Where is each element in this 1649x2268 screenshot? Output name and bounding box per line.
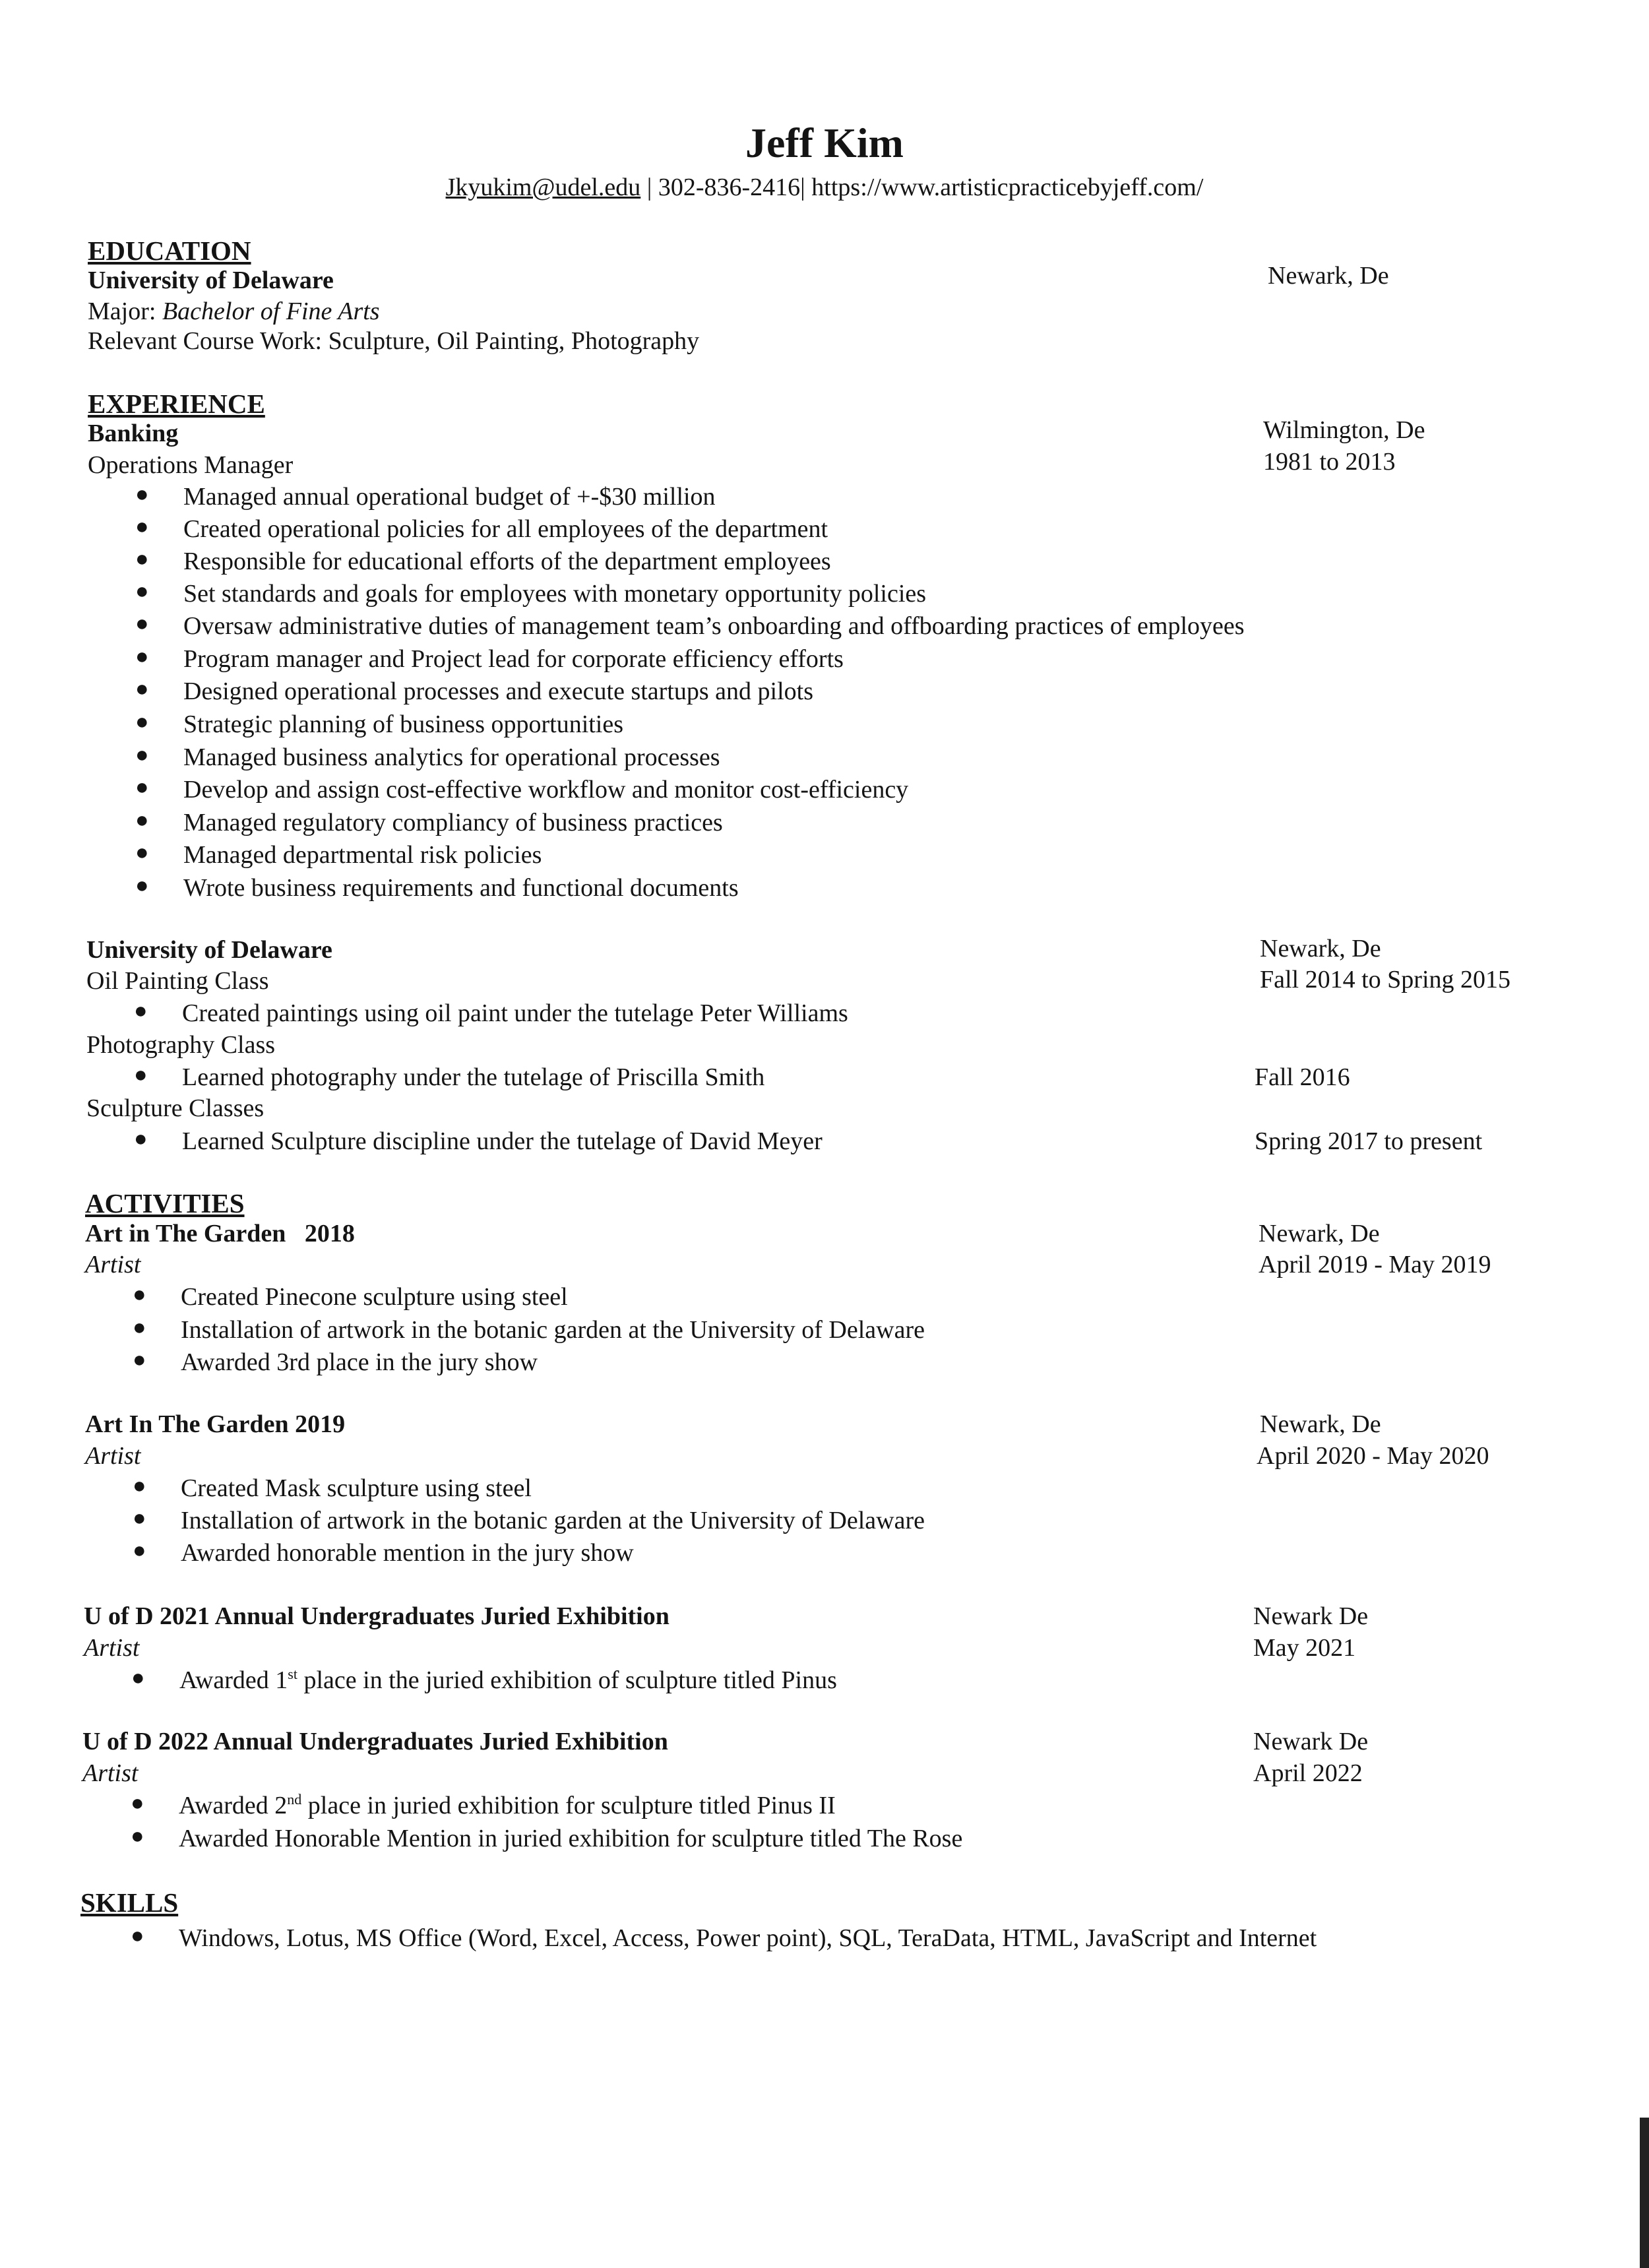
sculpt-dates: Spring 2017 to present [1255,1127,1483,1155]
list-item: ● Awarded honorable mention in the jury show [133,1538,634,1567]
banking-title: Operations Manager [88,451,294,479]
list-item: ● Awarded 3rd place in the jury show [133,1348,538,1376]
list-item: ● Develop and assign cost-effective workflow and monitor cost-efficiency [135,775,909,803]
activity-dates: April 2019 - May 2019 [1259,1251,1491,1278]
education-school: University of Delaware [88,267,334,294]
contact-phone-website: | 302-836-2416| https://www.artisticpracticebyjeff.com/ [640,173,1204,201]
list-item: ● Windows, Lotus, MS Office (Word, Excel, Access, Power point), SQL, TeraData, HTML, JavaScript and Internet [131,1924,1317,1952]
sculpt-title: Sculpture Classes [86,1094,264,1122]
udel-org: University of Delaware [86,936,332,964]
list-item: ● Installation of artwork in the botanic garden at the University of Delaware [133,1506,925,1534]
list-item: ● Installation of artwork in the botanic garden at the University of Delaware [133,1315,925,1344]
list-item: ● Awarded 2nd place in juried exhibition for sculpture titled Pinus II [131,1791,836,1819]
activity-title: U of D 2021 Annual Undergraduates Juried Exhibition [84,1602,669,1630]
activity-dates: April 2022 [1253,1759,1363,1787]
activity-title: Art in The Garden 2018 [85,1220,355,1247]
list-item: ● Learned photography under the tutelage of Priscilla Smith [134,1063,765,1091]
list-item: ● Learned Sculpture discipline under the tutelage of David Meyer [134,1127,823,1155]
contact-line [0,173,1649,202]
activity-title: Art In The Garden 2019 [85,1410,346,1438]
scan-edge-mark [1640,2118,1649,2268]
list-item: ● Created Pinecone sculpture using steel [133,1282,568,1311]
list-item: ● Created Mask sculpture using steel [133,1474,532,1502]
list-item: ● Awarded 1st place in the juried exhibition of sculpture titled Pinus [131,1666,837,1694]
list-item: ● Managed regulatory compliancy of business practices [135,808,723,836]
list-item: ● Managed departmental risk policies [135,840,542,869]
list-item: ● Oversaw administrative duties of management team’s onboarding and offboarding practices of employees [135,612,1245,640]
list-item: ● Managed annual operational budget of +-$30 million [135,482,716,511]
photo-dates: Fall 2016 [1255,1063,1350,1091]
skills-heading: SKILLS [80,1887,179,1918]
activity-location: Newark, De [1260,1410,1381,1438]
education-location: Newark, De [1268,262,1389,290]
experience-heading: EXPERIENCE [88,389,265,419]
education-major: Major: Bachelor of Fine Arts [88,298,380,325]
oil-dates: Fall 2014 to Spring 2015 [1260,966,1511,993]
activity-dates: April 2020 - May 2020 [1257,1442,1489,1470]
banking-dates: 1981 to 2013 [1263,448,1396,476]
list-item: ● Strategic planning of business opportunities [135,710,624,738]
photo-title: Photography Class [86,1031,276,1059]
list-item: ● Designed operational processes and execute startups and pilots [135,677,813,705]
activity-role: Artist [85,1251,141,1278]
list-item: ● Wrote business requirements and functional documents [135,873,739,902]
oil-title: Oil Painting Class [86,967,269,995]
activity-role: Artist [85,1442,141,1470]
education-heading: EDUCATION [88,236,251,266]
activity-role: Artist [82,1759,139,1787]
banking-location: Wilmington, De [1263,416,1425,444]
list-item: ● Awarded Honorable Mention in juried exhibition for sculpture titled The Rose [131,1824,963,1852]
activity-location: Newark, De [1259,1220,1380,1247]
udel-location: Newark, De [1260,935,1381,962]
activity-title: U of D 2022 Annual Undergraduates Juried Exhibition [82,1728,668,1755]
list-item: ● Set standards and goals for employees with monetary opportunity policies [135,579,927,608]
list-item: ● Responsible for educational efforts of the department employees [135,547,831,575]
activity-location: Newark De [1253,1602,1369,1630]
activity-location: Newark De [1253,1728,1369,1755]
activities-heading: ACTIVITIES [85,1188,245,1218]
list-item: ● Created operational policies for all employees of the department [135,515,828,543]
list-item: ● Program manager and Project lead for corporate efficiency efforts [135,645,844,673]
list-item: ● Managed business analytics for operational processes [135,743,720,771]
banking-org: Banking [88,420,179,447]
education-coursework: Relevant Course Work: Sculpture, Oil Painting, Photography [88,327,700,355]
list-item: ● Created paintings using oil paint under the tutelage Peter Williams [134,999,848,1027]
activity-dates: May 2021 [1253,1634,1356,1662]
activity-role: Artist [84,1634,140,1662]
email-link[interactable]: Jkyukim@udel.edu [445,173,641,201]
resume-name: Jeff Kim [745,119,904,166]
